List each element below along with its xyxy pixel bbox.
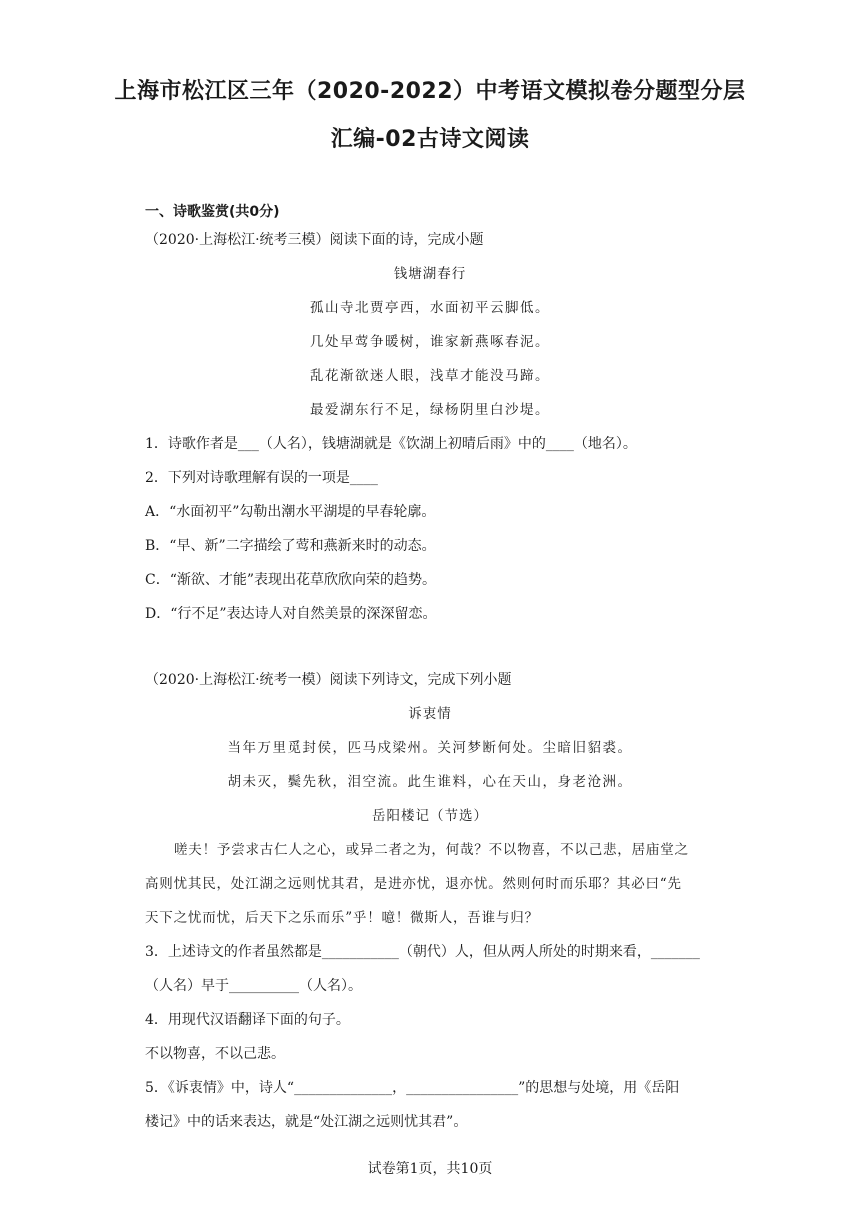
poem2-line: 胡未灭，鬓先秋，泪空流。此生谁料，心在天山，身老沧洲。	[227, 774, 633, 790]
prose-line: 天下之忧而忧，后天下之乐而乐”乎！噫！微斯人，吾谁与归？	[145, 910, 539, 926]
page-footer: 试卷第1页，共10页	[367, 1161, 493, 1177]
question-2: 2．下列对诗歌理解有误的一项是____	[145, 470, 378, 486]
group1-intro: （2020·上海松江·统考三模）阅读下面的诗，完成小题	[145, 232, 484, 248]
document-title-line2: 汇编-02古诗文阅读	[330, 127, 530, 152]
poem1-line: 最爱湖东行不足，绿杨阴里白沙堤。	[310, 402, 550, 418]
group2-intro: （2020·上海松江·统考一模）阅读下列诗文，完成下列小题	[145, 672, 512, 688]
option-b: B．“早、新”二字描绘了莺和燕新来时的动态。	[145, 538, 436, 554]
question-4: 4．用现代汉语翻译下面的句子。	[145, 1012, 350, 1028]
poem1-title: 钱塘湖春行	[393, 266, 467, 282]
question-5-cont: 楼记》中的话来表达，就是“处江湖之远则忧其君”。	[145, 1114, 468, 1130]
poem2-title: 诉衷情	[408, 706, 452, 722]
document-title-line1: 上海市松江区三年（2020-2022）中考语文模拟卷分题型分层	[114, 79, 746, 104]
question-3-cont: （人名）早于__________（人名）。	[145, 978, 362, 994]
prose-line: 高则忧其民，处江湖之远则忧其君，是进亦忧，退亦忧。然则何时而乐耶？其必曰“先	[145, 876, 682, 892]
option-c: C．“渐欲、才能”表现出花草欣欣向荣的趋势。	[145, 572, 437, 588]
poem1-line: 孤山寺北贾亭西，水面初平云脚低。	[310, 300, 550, 316]
question-4-sentence: 不以物喜，不以己悲。	[145, 1046, 285, 1062]
question-5: 5．《诉衷情》中，诗人“______________，________________”的思想与处境，用《岳阳	[145, 1080, 680, 1096]
section-heading: 一、诗歌鉴赏(共0分)	[145, 204, 280, 220]
prose-line: 嗟夫！予尝求古仁人之心，或异二者之为，何哉？不以物喜，不以己悲，居庙堂之	[174, 842, 689, 858]
question-1: 1．诗歌作者是___（人名），钱塘湖就是《饮湖上初晴后雨》中的____（地名）。	[145, 436, 637, 452]
poem1-line: 几处早莺争暖树，谁家新燕啄春泥。	[310, 334, 550, 350]
option-d: D．“行不足”表达诗人对自然美景的深深留恋。	[145, 606, 437, 622]
poem2-line: 当年万里觅封侯，匹马戍梁州。关河梦断何处。尘暗旧貂裘。	[227, 740, 633, 756]
prose-title: 岳阳楼记（节选）	[372, 808, 488, 824]
question-3: 3．上述诗文的作者虽然都是___________（朝代）人，但从两人所处的时期来看，_______	[145, 944, 700, 960]
option-a: A．“水面初平”勾勒出潮水平湖堤的早春轮廓。	[145, 504, 436, 520]
poem1-line: 乱花渐欲迷人眼，浅草才能没马蹄。	[310, 368, 550, 384]
